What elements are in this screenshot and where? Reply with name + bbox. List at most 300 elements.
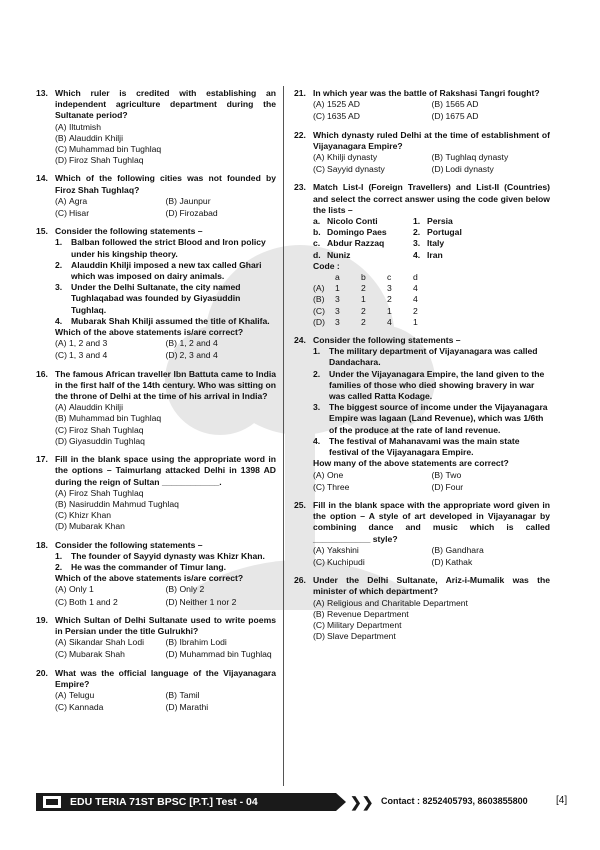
code-cell: 1 xyxy=(361,294,366,305)
option-letter: (C) xyxy=(313,481,325,492)
answer-option xyxy=(55,144,276,155)
option-letter: (A) xyxy=(55,584,67,595)
answer-option xyxy=(313,609,550,620)
option-letter: (D) xyxy=(165,350,178,361)
code-cell: (A) xyxy=(313,283,325,294)
answer-option xyxy=(55,350,166,361)
option-text: Agra xyxy=(69,195,88,206)
option-text: 1635 AD xyxy=(327,111,360,122)
question-text: Consider the following statements – xyxy=(55,539,203,550)
match-cell: 1. xyxy=(413,216,421,227)
option-text: Yakshini xyxy=(327,544,359,555)
options-list xyxy=(36,488,276,533)
statement xyxy=(294,402,550,436)
option-text: 1, 2 and 4 xyxy=(179,338,218,349)
option-text: 2, 3 and 4 xyxy=(179,350,218,361)
statement-number: 4. xyxy=(313,435,321,446)
option-text: Kannada xyxy=(69,702,104,713)
answer-option xyxy=(55,436,276,447)
option-letter: (B) xyxy=(165,637,177,648)
code-header-cell: b xyxy=(361,272,366,283)
option-letter: (D) xyxy=(55,435,67,446)
match-cell: Nuniz xyxy=(327,249,351,260)
question xyxy=(36,615,276,661)
option-letter: (B) xyxy=(431,469,443,480)
options-list xyxy=(36,637,276,660)
answer-option xyxy=(432,545,551,556)
code-cell: 4 xyxy=(413,294,418,305)
question-heading xyxy=(294,88,550,99)
option-text: Military Department xyxy=(327,619,402,630)
options-list xyxy=(294,598,550,643)
option-text: Kathak xyxy=(445,556,473,567)
question-heading xyxy=(36,88,276,122)
statement-number: 2. xyxy=(313,368,321,379)
options-list xyxy=(36,122,276,167)
statement-number: 4. xyxy=(55,315,63,326)
question-number: 19. xyxy=(36,614,48,625)
statement-text: He was the commander of Timur lang. xyxy=(71,561,227,572)
answer-option xyxy=(166,702,277,713)
question-number: 16. xyxy=(36,368,48,379)
question xyxy=(36,454,276,532)
code-cell: 2 xyxy=(361,316,366,327)
code-row xyxy=(294,283,550,294)
option-letter: (C) xyxy=(313,556,325,567)
statement-number: 1. xyxy=(55,237,63,248)
option-letter: (B) xyxy=(165,195,177,206)
match-row xyxy=(313,227,550,238)
option-text: 1, 3 and 4 xyxy=(69,350,108,361)
answer-option xyxy=(432,152,551,163)
statement-number: 1. xyxy=(55,550,63,561)
option-letter: (C) xyxy=(55,510,67,521)
statement xyxy=(294,369,550,403)
option-letter: (C) xyxy=(55,350,67,361)
answer-option xyxy=(166,338,277,349)
option-text: Religious and Charitable Department xyxy=(327,597,468,608)
option-text: Muhammad bin Tughlaq xyxy=(179,649,272,660)
match-row xyxy=(313,250,550,261)
option-text: Alauddin Khilji xyxy=(69,132,123,143)
answer-option xyxy=(432,111,551,122)
options-list xyxy=(36,584,276,607)
statement-text: Alauddin Khilji imposed a new tax called Ghari which was imposed on dairy animals. xyxy=(71,259,262,282)
option-text: Alauddin Khilji xyxy=(69,402,123,413)
option-letter: (B) xyxy=(55,498,67,509)
question-number: 24. xyxy=(294,335,306,346)
answer-option xyxy=(313,598,550,609)
question xyxy=(36,540,276,608)
option-letter: (A) xyxy=(55,402,67,413)
question-text: Which ruler is credited with establishing an independent agriculture department during the Sultanate period? xyxy=(55,88,276,121)
code-cell: 2 xyxy=(387,294,392,305)
option-letter: (D) xyxy=(165,649,178,660)
option-text: Firoz Shah Tughlaq xyxy=(69,487,144,498)
answer-option xyxy=(313,164,432,175)
code-cell: 1 xyxy=(335,283,340,294)
statement-number: 1. xyxy=(313,346,321,357)
option-letter: (D) xyxy=(431,556,444,567)
match-cell: Persia xyxy=(427,216,453,227)
question-number: 15. xyxy=(36,226,48,237)
option-letter: (D) xyxy=(431,164,444,175)
footer-arrow-icon xyxy=(336,793,346,811)
option-letter: (B) xyxy=(55,132,67,143)
option-text: Tamil xyxy=(179,689,200,700)
option-letter: (C) xyxy=(313,111,325,122)
code-cell: 3 xyxy=(335,294,340,305)
answer-option xyxy=(313,482,432,493)
question-heading xyxy=(294,335,550,346)
right-column xyxy=(294,88,550,649)
question-heading xyxy=(36,173,276,195)
statement-text: The festival of Mahanavami was the main state festival of the Vijayanagara Empire. xyxy=(329,435,520,458)
answer-option xyxy=(55,488,276,499)
answer-option xyxy=(55,402,276,413)
option-letter: (C) xyxy=(313,619,325,630)
answer-option xyxy=(55,584,166,595)
page-number: [4] xyxy=(556,795,568,806)
option-text: Three xyxy=(327,481,350,492)
code-cell: (C) xyxy=(313,305,325,316)
code-header-cell: a xyxy=(335,272,340,283)
option-letter: (B) xyxy=(165,689,177,700)
question-text: Which dynasty ruled Delhi at the time of establishment of Vijayanagara Empire? xyxy=(313,129,550,151)
option-letter: (B) xyxy=(165,338,177,349)
question xyxy=(36,369,276,447)
option-letter: (A) xyxy=(55,121,67,132)
answer-option xyxy=(55,208,166,219)
answer-option xyxy=(166,637,277,648)
option-letter: (A) xyxy=(313,152,325,163)
option-letter: (A) xyxy=(313,544,325,555)
question-text: The famous African traveller Ibn Battuta came to India in the first half of the 14th century. Who was sitting on the throne of Delhi at the time of his arrival in India? xyxy=(55,368,276,402)
question-text: Consider the following statements – xyxy=(55,226,203,237)
answer-option xyxy=(55,338,166,349)
answer-option xyxy=(313,557,432,568)
answer-option xyxy=(432,164,551,175)
option-text: Firoz Shah Tughlaq xyxy=(69,155,144,166)
statement xyxy=(36,260,276,282)
option-letter: (D) xyxy=(55,521,67,532)
answer-option xyxy=(55,413,276,424)
code-header xyxy=(294,272,550,283)
code-row xyxy=(294,317,550,328)
question-heading xyxy=(36,369,276,403)
answer-option xyxy=(166,196,277,207)
answer-option xyxy=(55,425,276,436)
option-text: Neither 1 nor 2 xyxy=(179,596,237,607)
option-text: Muhammad bin Tughlaq xyxy=(69,144,162,155)
code-cell: 3 xyxy=(335,316,340,327)
question-subtext: Which of the above statements is/are correct? xyxy=(55,327,244,338)
question-number: 25. xyxy=(294,499,306,510)
option-letter: (B) xyxy=(165,584,177,595)
code-cell: 1 xyxy=(387,305,392,316)
answer-option xyxy=(55,155,276,166)
option-text: Khizr Khan xyxy=(69,510,112,521)
option-letter: (C) xyxy=(55,424,67,435)
option-text: Mubarak Khan xyxy=(69,521,125,532)
code-cell: 3 xyxy=(387,283,392,294)
question-text: Match List-I (Foreign Travellers) and List-II (Countries) and select the correct answer using the code given below the lists – xyxy=(313,182,550,215)
page-footer xyxy=(36,790,566,812)
option-text: Nasiruddin Mahmud Tughlaq xyxy=(69,498,179,509)
option-letter: (C) xyxy=(313,164,325,175)
question-number: 20. xyxy=(36,667,48,678)
answer-option xyxy=(432,99,551,110)
match-cell: 3. xyxy=(413,238,421,249)
option-letter: (B) xyxy=(55,413,67,424)
code-cell: 2 xyxy=(413,305,418,316)
statement xyxy=(36,551,276,562)
question-heading xyxy=(36,540,276,551)
option-text: Kuchipudi xyxy=(327,556,365,567)
match-cell: Nicolo Conti xyxy=(327,216,378,227)
match-cell: Abdur Razzaq xyxy=(327,238,385,249)
option-text: One xyxy=(327,469,344,480)
code-cell: (B) xyxy=(313,294,325,305)
option-text: 1525 AD xyxy=(327,99,360,110)
code-label: Code : xyxy=(313,260,340,271)
answer-option xyxy=(166,350,277,361)
option-text: Both 1 and 2 xyxy=(69,596,118,607)
question-heading xyxy=(36,668,276,690)
left-column xyxy=(36,88,276,720)
options-list xyxy=(36,690,276,713)
option-text: Giyasuddin Tughlaq xyxy=(69,435,145,446)
answer-option xyxy=(166,690,277,701)
question-text: Under the Delhi Sultanate, Ariz-i-Mumalik was the minister of which department? xyxy=(313,575,550,597)
option-text: Hisar xyxy=(69,208,90,219)
answer-option xyxy=(55,196,166,207)
question-number: 21. xyxy=(294,88,306,98)
statement xyxy=(36,316,276,327)
option-text: Lodi dynasty xyxy=(445,164,494,175)
option-text: Tughlaq dynasty xyxy=(445,152,509,163)
option-letter: (B) xyxy=(431,99,443,110)
match-row xyxy=(313,238,550,249)
question-number: 14. xyxy=(36,173,48,184)
code-header-cell: d xyxy=(413,272,418,283)
answer-option xyxy=(55,649,166,660)
match-cell: d. xyxy=(313,249,321,260)
option-letter: (D) xyxy=(431,111,444,122)
statement-text: The military department of Vijayanagara was called Dandachara. xyxy=(329,346,538,368)
statement-number: 3. xyxy=(55,282,63,293)
option-text: Firozabad xyxy=(179,208,218,219)
option-letter: (C) xyxy=(55,144,67,155)
option-text: Only 1 xyxy=(69,584,94,595)
option-letter: (A) xyxy=(313,99,325,110)
option-letter: (A) xyxy=(55,689,67,700)
answer-option xyxy=(313,470,432,481)
option-letter: (B) xyxy=(313,608,325,619)
option-letter: (B) xyxy=(431,152,443,163)
statement-text: The biggest source of income under the Vijayanagara Empire was lagaan (Land Revenue), which was 1/6th of the produce at the rate of land revenue. xyxy=(329,402,548,435)
match-cell: Portugal xyxy=(427,227,462,238)
option-text: Muhammad bin Tughlaq xyxy=(69,413,162,424)
question-subtext: How many of the above statements are correct? xyxy=(313,458,509,469)
statement-number: 3. xyxy=(313,402,321,413)
question-number: 22. xyxy=(294,129,306,140)
question-heading xyxy=(36,226,276,237)
question xyxy=(294,575,550,642)
option-text: Two xyxy=(445,469,462,480)
option-text: Khilji dynasty xyxy=(327,152,378,163)
option-letter: (D) xyxy=(313,631,325,642)
answer-option xyxy=(55,702,166,713)
statement-text: Under the Vijayanagara Empire, the land given to the families of those who died showing bravery in war was called Ratta Kodage. xyxy=(329,368,545,402)
question-heading xyxy=(294,182,550,216)
option-letter: (A) xyxy=(313,469,325,480)
question-subtext: Which of the above statements is/are correct? xyxy=(55,573,244,584)
code-row xyxy=(294,306,550,317)
option-letter: (D) xyxy=(165,702,178,713)
footer-brand: EDU TERIA 71ST BPSC [P.T.] Test - 04 xyxy=(36,793,336,811)
option-letter: (A) xyxy=(55,637,67,648)
answer-option xyxy=(432,482,551,493)
option-letter: (C) xyxy=(55,208,67,219)
statement-text: Mubarak Shah Khilji assumed the title of Khalifa. xyxy=(71,315,270,326)
statement xyxy=(36,237,276,259)
option-letter: (C) xyxy=(55,649,67,660)
question xyxy=(294,130,550,176)
answer-option xyxy=(166,649,277,660)
question-heading xyxy=(294,130,550,152)
option-letter: (D) xyxy=(165,596,178,607)
code-cell: 1 xyxy=(413,316,418,327)
match-cell: 2. xyxy=(413,227,421,238)
answer-option xyxy=(313,545,432,556)
question-number: 23. xyxy=(294,182,306,193)
answer-option xyxy=(166,584,277,595)
option-letter: (C) xyxy=(55,596,67,607)
answer-option xyxy=(313,99,432,110)
option-text: Gandhara xyxy=(445,544,484,555)
question xyxy=(294,182,550,328)
code-cell: (D) xyxy=(313,316,325,327)
question xyxy=(36,88,276,166)
chevron-right-icon: ❯❯ xyxy=(350,794,374,810)
option-text: Sikandar Shah Lodi xyxy=(69,637,145,648)
code-cell: 4 xyxy=(387,316,392,327)
question xyxy=(294,88,550,123)
question-heading xyxy=(36,615,276,637)
option-text: Only 2 xyxy=(179,584,205,595)
option-letter: (B) xyxy=(431,544,443,555)
option-text: Jaunpur xyxy=(179,195,211,206)
match-cell: Italy xyxy=(427,238,445,249)
option-letter: (D) xyxy=(431,481,444,492)
question-heading xyxy=(294,575,550,597)
options-list xyxy=(36,196,276,219)
statement xyxy=(294,436,550,458)
match-cell: c. xyxy=(313,238,321,249)
question-heading xyxy=(294,500,550,545)
statement-number: 2. xyxy=(55,259,63,270)
option-letter: (A) xyxy=(55,195,67,206)
code-header-cell xyxy=(313,272,335,283)
statement-text: Under the Delhi Sultanate, the city named Tughlaqabad was founded by Giyasuddin Tughlaq. xyxy=(71,282,241,315)
option-text: Firoz Shah Tughlaq xyxy=(69,424,144,435)
question-heading xyxy=(36,454,276,488)
question-text: In which year was the battle of Rakshasi Tangri fought? xyxy=(313,88,540,98)
answer-option xyxy=(55,122,276,133)
question xyxy=(36,173,276,219)
question-number: 13. xyxy=(36,88,48,98)
question-text: Which of the following cities was not founded by Firoz Shah Tughlaq? xyxy=(55,173,276,195)
option-letter: (A) xyxy=(313,597,325,608)
match-cell: Domingo Paes xyxy=(327,227,387,238)
options-list xyxy=(294,545,550,568)
statement xyxy=(36,562,276,573)
option-text: Revenue Department xyxy=(327,608,409,619)
question-number: 17. xyxy=(36,454,48,465)
options-list xyxy=(294,152,550,175)
answer-option xyxy=(432,470,551,481)
code-header-cell: c xyxy=(387,272,392,283)
answer-option xyxy=(166,597,277,608)
option-letter: (D) xyxy=(165,208,178,219)
column-divider xyxy=(283,86,284,786)
answer-option xyxy=(55,690,166,701)
option-text: Telugu xyxy=(69,689,95,700)
answer-option xyxy=(432,557,551,568)
code-cell: 3 xyxy=(335,305,340,316)
option-text: Marathi xyxy=(179,702,209,713)
statement xyxy=(36,282,276,316)
option-text: Sayyid dynasty xyxy=(327,164,385,175)
question-text: What was the official language of the Vijayanagara Empire? xyxy=(55,667,276,689)
answer-option xyxy=(166,208,277,219)
code-cell: 4 xyxy=(413,283,418,294)
match-cell: 4. xyxy=(413,249,421,260)
option-text: Ibrahim Lodi xyxy=(179,637,227,648)
question-number: 26. xyxy=(294,575,306,586)
question-text: Fill in the blank space using the appropriate word in the options – Taimurlang attacked Delhi in 1398 AD during the reign of Sultan ____________. xyxy=(55,454,276,487)
options-list xyxy=(36,402,276,447)
question xyxy=(294,500,550,568)
statement xyxy=(294,346,550,368)
answer-option xyxy=(55,597,166,608)
option-letter: (C) xyxy=(55,702,67,713)
question-text: Consider the following statements – xyxy=(313,335,461,346)
statement-text: Balban followed the strict Blood and Iron policy under his kingship theory. xyxy=(71,237,266,259)
question-text: Fill in the blank space with the appropriate word given in the option – A style of art developed in Vijayanagar by combining dance and music which is called ____________ style? xyxy=(313,499,550,544)
answer-option xyxy=(313,620,550,631)
option-text: 1, 2 and 3 xyxy=(69,338,108,349)
answer-option xyxy=(313,111,432,122)
code-cell: 2 xyxy=(361,305,366,316)
options-list xyxy=(36,338,276,361)
question xyxy=(36,668,276,714)
option-letter: (A) xyxy=(55,487,67,498)
match-row xyxy=(313,216,550,227)
answer-option xyxy=(313,152,432,163)
footer-logo-icon xyxy=(42,795,62,809)
statement-number: 2. xyxy=(55,561,63,572)
option-text: 1675 AD xyxy=(445,111,479,122)
option-text: Iltutmish xyxy=(69,121,101,132)
answer-option xyxy=(55,499,276,510)
match-cell: a. xyxy=(313,216,321,227)
option-letter: (A) xyxy=(55,338,67,349)
match-cell: Iran xyxy=(427,249,443,260)
code-row xyxy=(294,294,550,305)
answer-option xyxy=(55,521,276,532)
